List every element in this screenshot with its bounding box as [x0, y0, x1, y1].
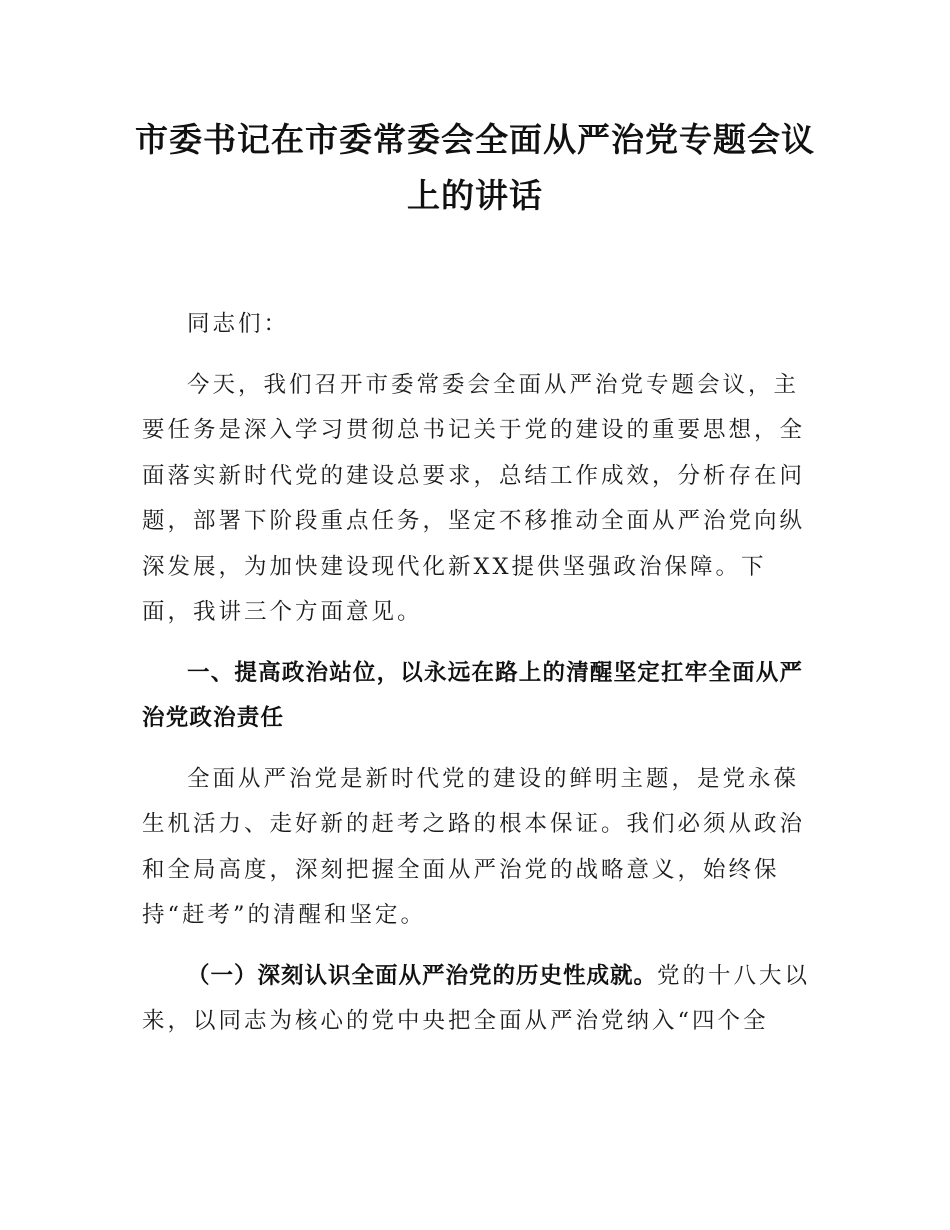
- subsection-heading-1: （一）深刻认识全面从严治党的历史性成就。: [187, 962, 658, 989]
- section-paragraph-1: 全面从严治党是新时代党的建设的鲜明主题，是党永葆生机活力、走好新的赶考之路的根本保证。我们必须从政治和全局高度，深刻把握全面从严治党的战略意义，始终保持“赶考”的清醒和坚定。: [142, 765, 806, 928]
- salutation: 同志们：: [187, 311, 290, 337]
- subsection-paragraph-1: [142, 954, 812, 1045]
- intro-paragraph: 今天，我们召开市委常委会全面从严治党专题会议，主要任务是深入学习贯彻总书记关于党的建设的重要思想，全面落实新时代党的建设总要求，总结工作成效，分析存在问题，部署下阶段重点任务，坚定不移推动全面从严治党向纵深发展，为加快建设现代化新XX提供坚强政治保障。下面，我讲三个方面意见。: [142, 371, 806, 625]
- document-title: 市委书记在市委常委会全面从严治党专题会议上的讲话: [135, 120, 815, 215]
- document-body: [142, 302, 812, 1060]
- section-heading-1: 一、提高政治站位，以永远在路上的清醒坚定扛牢全面从严治党政治责任: [142, 659, 804, 731]
- subsection-text-1: 党的十八大以来，以同志为核心的党中央把全面从严治党纳入“四个全: [142, 962, 811, 1034]
